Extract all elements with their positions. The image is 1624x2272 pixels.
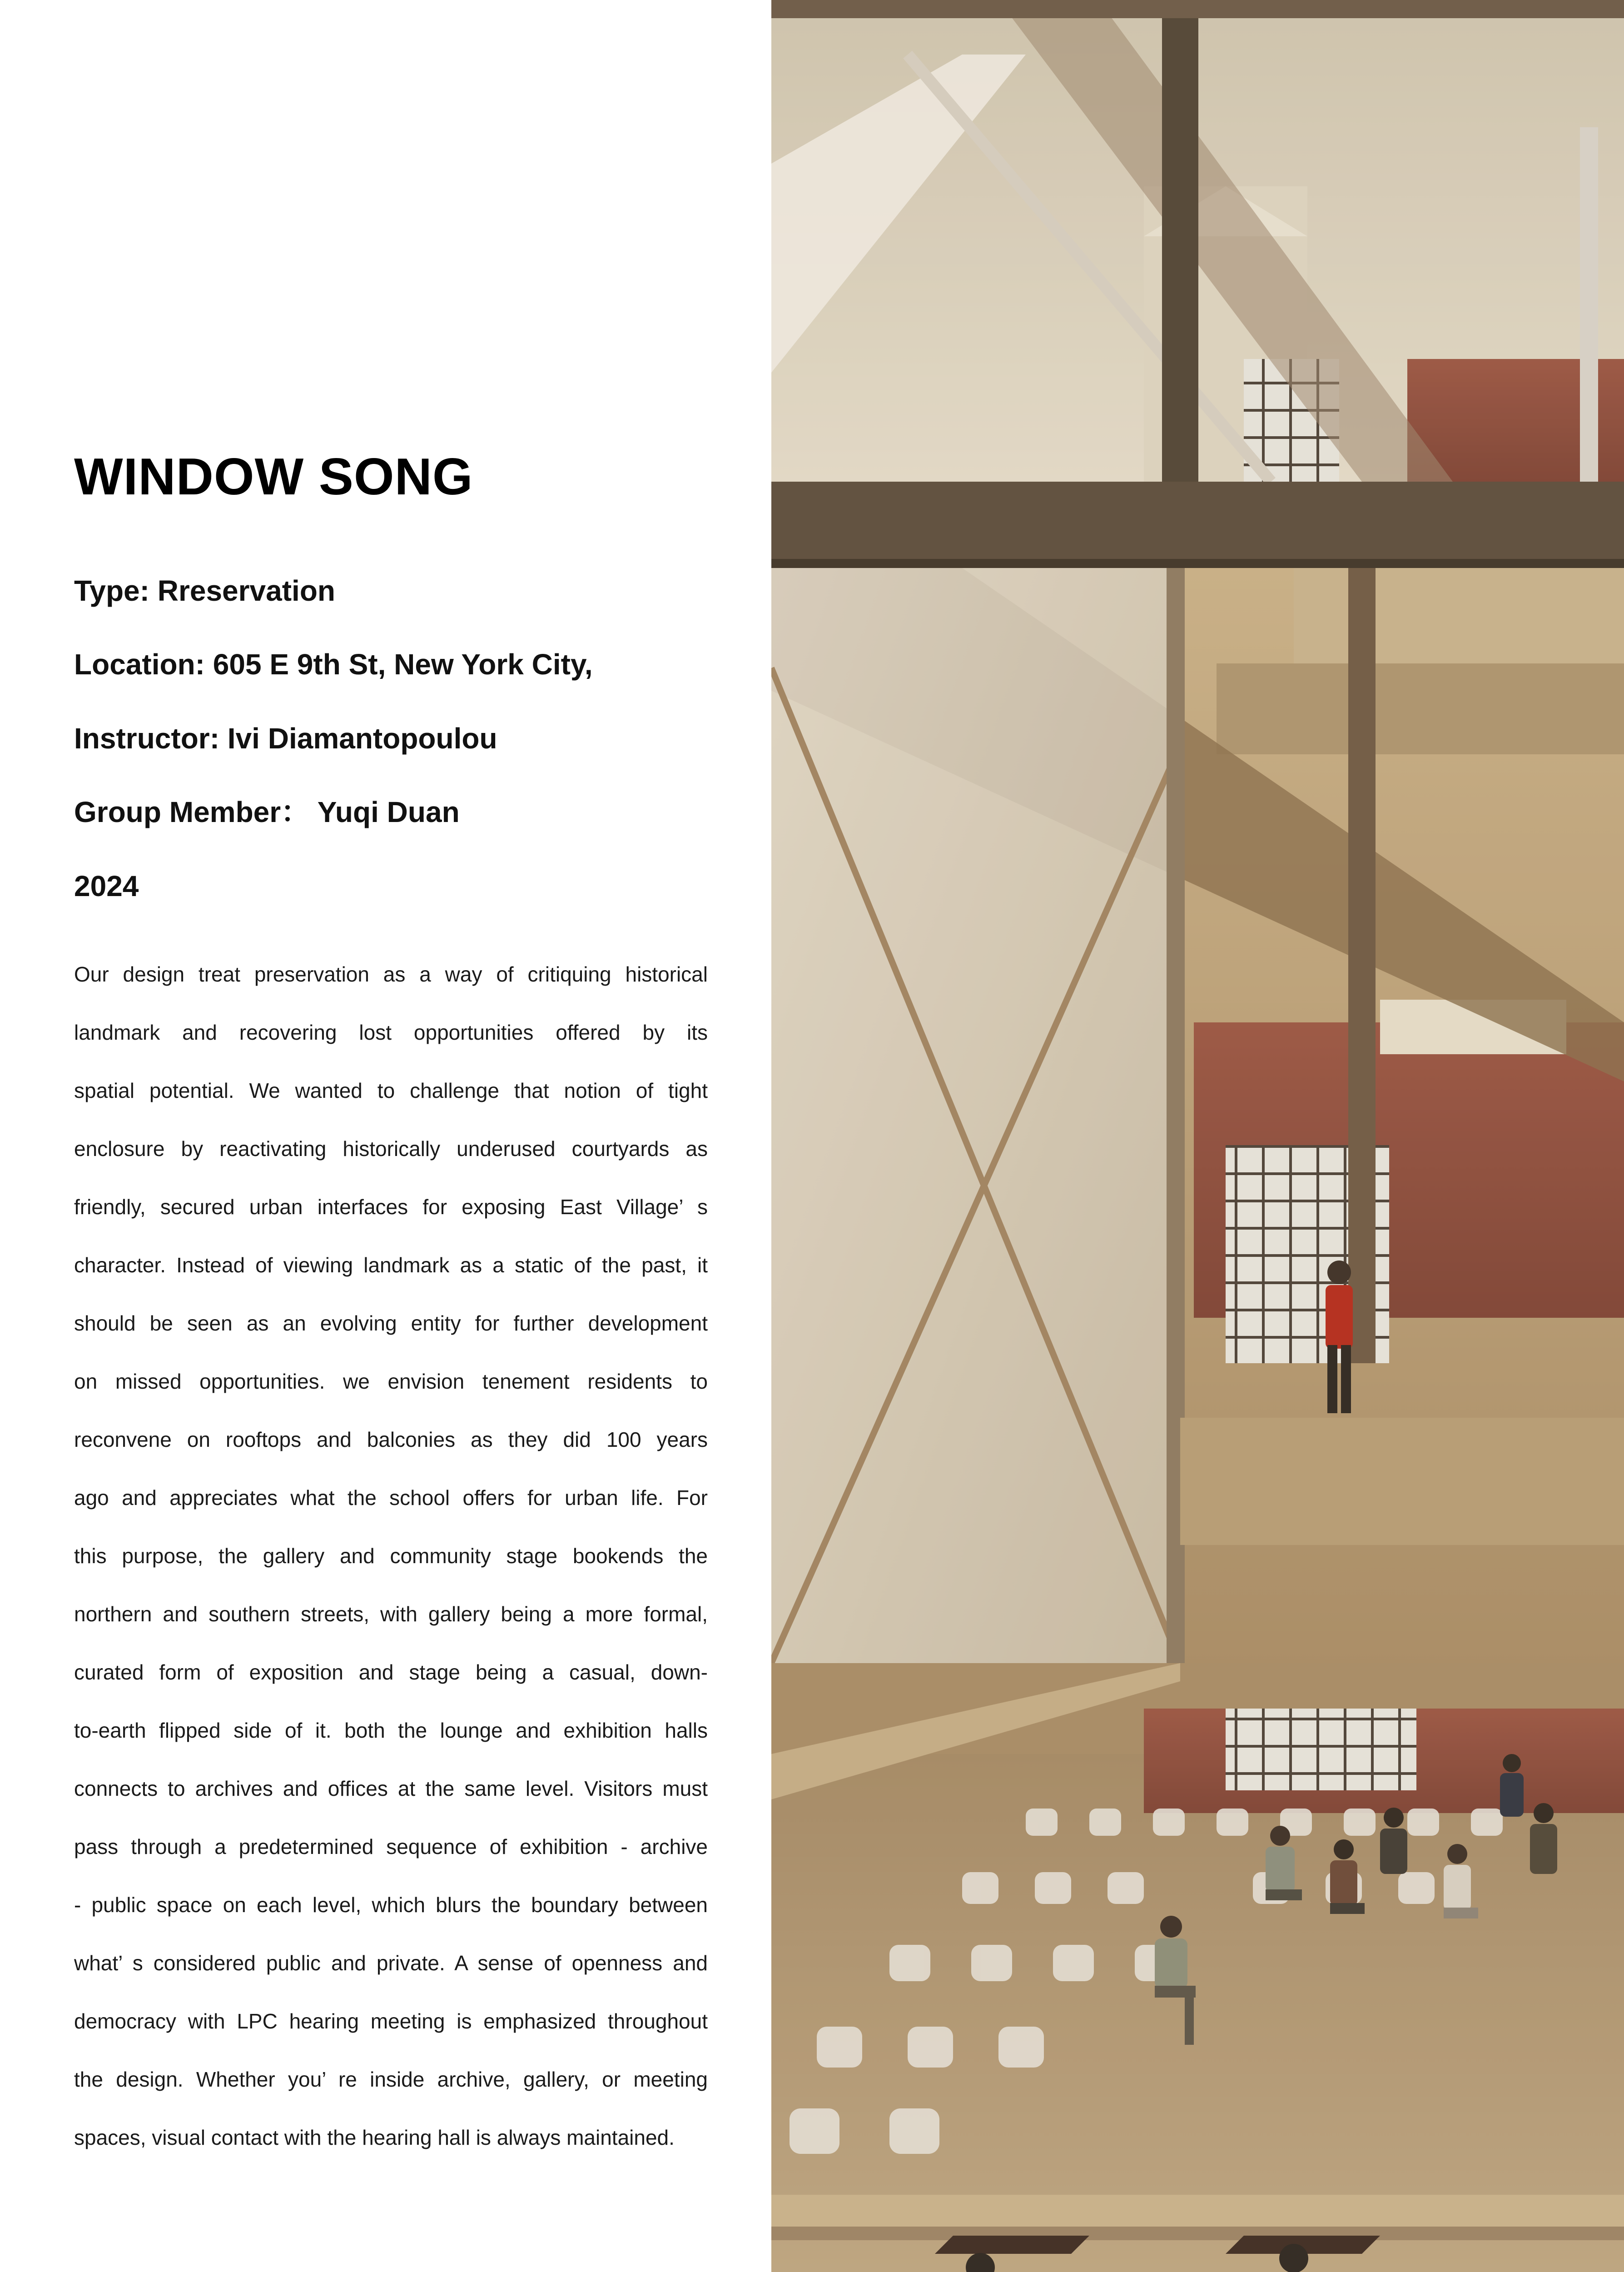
description-line: ago and appreciates what the school offers for urban life. For bbox=[74, 1486, 708, 1510]
rendering-image bbox=[771, 0, 1624, 2272]
description-line: friendly, secured urban interfaces for exposing East Village’ s bbox=[74, 1195, 708, 1219]
description-line: enclosure by reactivating historically underused courtyards as bbox=[74, 1137, 708, 1161]
description-line: on missed opportunities. we envision tenement residents to bbox=[74, 1370, 708, 1393]
project-title: WINDOW SONG bbox=[74, 448, 473, 506]
description-line: this purpose, the gallery and community stage bookends the bbox=[74, 1544, 708, 1568]
description-line: democracy with LPC hearing meeting is emphasized throughout bbox=[74, 2009, 708, 2033]
project-type: Type: Rreservation bbox=[74, 574, 335, 607]
description-line: Our design treat preservation as a way of critiquing historical bbox=[74, 962, 708, 986]
description-line: pass through a predetermined sequence of exhibition - archive bbox=[74, 1835, 708, 1858]
project-instructor: Instructor: Ivi Diamantopoulou bbox=[74, 722, 497, 755]
description-line: should be seen as an evolving entity for further development bbox=[74, 1311, 708, 1335]
description-line: - public space on each level, which blurs the boundary between bbox=[74, 1893, 708, 1917]
description-line: character. Instead of viewing landmark as a static of the past, it bbox=[74, 1253, 708, 1277]
description-line: to-earth flipped side of it. both the lounge and exhibition halls bbox=[74, 1719, 708, 1742]
project-year: 2024 bbox=[74, 870, 139, 902]
text-column bbox=[0, 0, 771, 2272]
description-line: what’ s considered public and private. A sense of openness and bbox=[74, 1951, 708, 1975]
description-line: curated form of exposition and stage being a casual, down- bbox=[74, 1660, 708, 1684]
description-line: landmark and recovering lost opportunities offered by its bbox=[74, 1021, 708, 1044]
project-location: Location: 605 E 9th St, New York City, bbox=[74, 648, 593, 681]
project-group-member: Group Member： Yuqi Duan bbox=[74, 796, 460, 828]
interior-rendering bbox=[771, 0, 1624, 2272]
description-line: reconvene on rooftops and balconies as they did 100 years bbox=[74, 1428, 708, 1451]
description-line: spatial potential. We wanted to challenge that notion of tight bbox=[74, 1079, 708, 1102]
description-line: connects to archives and offices at the same level. Visitors must bbox=[74, 1777, 708, 1800]
description-line: spaces, visual contact with the hearing hall is always maintained. bbox=[74, 2126, 675, 2149]
project-description bbox=[74, 945, 708, 2167]
description-line: the design. Whether you’ re inside archive, gallery, or meeting bbox=[74, 2068, 708, 2091]
description-line: northern and southern streets, with gallery being a more formal, bbox=[74, 1602, 708, 1626]
